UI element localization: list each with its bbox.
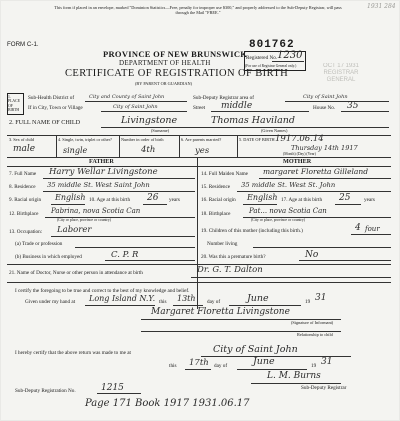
certificate-number: 801762	[249, 39, 295, 51]
father-business-value: C. P. R	[111, 250, 139, 260]
street-value: middle	[221, 101, 253, 111]
date-of-birth-weekday: Thursday 14th 1917	[291, 144, 358, 152]
birth-certificate	[1, 1, 399, 420]
signature-caption: (Signature of Informant)	[291, 320, 334, 325]
this-label: this	[159, 299, 167, 305]
footer-handwritten-note: Page 171 Book 1917 1931.06.17	[85, 398, 250, 409]
registered-subnote: (For use of Registrar General only.)	[245, 64, 297, 68]
form-number: FORM C-1.	[7, 41, 39, 48]
father-birthplace-label: 12. Birthplace	[9, 211, 39, 217]
parents-married-label: 6. Are parents married?	[181, 137, 222, 142]
subhealth-value: City and County of Saint John	[89, 94, 165, 100]
mother-age-value: 25	[339, 193, 351, 203]
mother-birthplace-value: Pat... nova Scotia Can	[249, 207, 327, 215]
street-label: Street	[193, 105, 206, 111]
birth-order-label: Number in order of birth	[121, 137, 164, 142]
mother-racial-label: 16. Racial origin	[201, 197, 236, 203]
mother-racial-value: English	[247, 193, 278, 202]
mother-residence-label: 15. Residence	[201, 184, 231, 190]
subdeputy-area-label: Sub-Deputy Registrar area of	[193, 95, 254, 101]
father-birthplace-value: Pabrina, nova Scotia Can	[51, 207, 141, 215]
date-caption: (Month) (Day) (Year)	[283, 152, 316, 156]
parents-married-value: yes	[195, 146, 210, 156]
house-value: 35	[347, 101, 359, 111]
stamp-line-date: OCT 17 1931	[323, 63, 359, 69]
sex-value: male	[13, 144, 36, 154]
child-name-label: 2. FULL NAME OF CHILD	[9, 119, 81, 126]
mother-children-value: 4	[355, 223, 361, 233]
registrar-day-of-label: day of	[214, 363, 228, 369]
certify-statement: I certify the foregoing to be true and correct to the best of my knowledge and belief.	[15, 288, 190, 294]
given-month-value: June	[247, 293, 269, 304]
mother-maiden-label: 14. Full Maiden Name	[201, 171, 248, 177]
house-label: House No.	[313, 105, 336, 111]
mother-children-unit: four	[365, 225, 380, 233]
subhealth-label: Sub-Health District of	[28, 95, 75, 101]
given-year-value: 31	[315, 293, 327, 303]
subdeputy-registration-value: 1215	[101, 383, 124, 393]
father-age-value: 26	[147, 193, 159, 203]
place-of-birth-label: 1. PLACE OF BIRTH	[8, 95, 21, 113]
surname-caption: (Surname)	[151, 128, 170, 133]
mother-age-unit: years	[364, 197, 375, 203]
registrar-statement: I hereby certify that the above return was made to me at	[15, 350, 131, 356]
father-residence-value: 35 middle St. West Saint John	[47, 181, 150, 189]
subdeputy-label: Sub-Deputy Registrar	[301, 385, 347, 391]
registrar-month-value: June	[253, 356, 275, 367]
given-under-label: Given under my hand at	[25, 299, 76, 305]
registered-value: 1230	[277, 50, 303, 61]
father-name-label: 7. Full Name	[9, 171, 37, 177]
father-racial-value: English	[55, 193, 86, 202]
given-place-value: Long Island N.Y.	[89, 294, 156, 303]
mother-children-label: 19. Children of this mother (including this birth.)	[201, 228, 303, 234]
birth-order-value: 4th	[141, 145, 156, 155]
mother-birthplace-label: 18. Birthplace	[201, 211, 231, 217]
birth-type-value: single	[63, 146, 88, 155]
mother-header: MOTHER	[283, 158, 312, 165]
stamp-line-registrar: REGISTRAR	[323, 70, 359, 76]
given-day-value: 13th	[177, 294, 196, 303]
registrar-day-value: 17th	[189, 358, 209, 368]
father-birthplace-caption: (City or place, province or country)	[57, 218, 111, 222]
given-names-caption: (Given Names)	[261, 128, 288, 133]
father-residence-label: 8. Residence	[9, 184, 36, 190]
subdeputy-area-value: City of Saint John	[303, 94, 348, 100]
mother-premature-label: 20. Was this a premature birth?	[201, 254, 266, 260]
registrar-year-value: 31	[321, 357, 333, 367]
registrar-place-value: City of Saint John	[213, 344, 298, 355]
registrar-year-prefix: 19	[311, 363, 317, 369]
mother-age-label: 17. Age at this birth	[281, 197, 323, 203]
father-age-label: 10. Age at this birth	[89, 197, 131, 203]
mother-residence-value: 35 middle St. West St. John	[241, 181, 336, 189]
father-trade-label: (a) Trade or profession	[15, 241, 63, 247]
year-prefix: 19	[305, 299, 311, 305]
father-occupation-value: Laborer	[57, 225, 92, 235]
sex-label: 3. Sex of child	[9, 137, 35, 142]
father-racial-label: 9. Racial origin	[9, 197, 42, 203]
date-of-birth-label: 5. DATE OF BIRTH	[239, 137, 275, 142]
corner-reference: 1931 284	[367, 3, 396, 10]
father-business-label: (b) Business in which employed	[15, 254, 82, 260]
father-name-value: Harry Wellar Livingstone	[49, 167, 158, 177]
doctor-value: Dr. G. T. Dalton	[197, 265, 263, 275]
subdeputy-registration-label: Sub-Deputy Registration No.	[15, 388, 76, 394]
father-header: FATHER	[89, 158, 114, 165]
city-label: If in City, Town or Village	[28, 105, 83, 111]
top-note: This form if placed in an envelope, marked "Dominion Statistics—Free, penalty for improper use $300," and properly addressed to the Sub-Deputy Registrar, will pass through the Mail "FREE."	[54, 5, 342, 15]
father-occupation-label: 13. Occupation:	[9, 229, 43, 235]
relationship-caption: Relationship to child	[297, 332, 333, 337]
registrar-signature: L. M. Burns	[267, 371, 321, 381]
department-heading: DEPARTMENT OF HEALTH	[119, 59, 211, 67]
mother-maiden-value: margaret Floretta Gilleland	[263, 167, 369, 176]
child-given-names: Thomas Haviland	[211, 115, 295, 126]
birth-type-label: 4. Single, twin, triplet or other?	[58, 137, 112, 142]
child-surname: Livingstone	[121, 115, 178, 126]
registrar-this-label: this	[169, 363, 177, 369]
province-heading: PROVINCE OF NEW BRUNSWICK	[103, 49, 248, 59]
certificate-subtitle: (BY PARENT OR GUARDIAN)	[135, 81, 193, 86]
registered-label: Registered No.	[246, 55, 278, 61]
father-age-unit: years	[169, 197, 180, 203]
mother-birthplace-caption: (City or place, province or country)	[251, 218, 305, 222]
doctor-label: 21. Name of Doctor, Nurse or other person in attendance at birth	[9, 270, 143, 276]
certificate-title: CERTIFICATE OF REGISTRATION OF BIRTH	[65, 68, 289, 79]
date-of-birth-value: 1917.06.14	[275, 134, 324, 144]
stamp-line-general: GENERAL	[326, 77, 356, 83]
mother-living-label: Number living	[207, 241, 238, 247]
informant-signature: Margaret Floretta Livingstone	[151, 307, 290, 317]
mother-premature-value: No	[305, 250, 319, 260]
city-value: City of Saint John	[113, 104, 158, 110]
day-of-label: day of	[207, 299, 221, 305]
